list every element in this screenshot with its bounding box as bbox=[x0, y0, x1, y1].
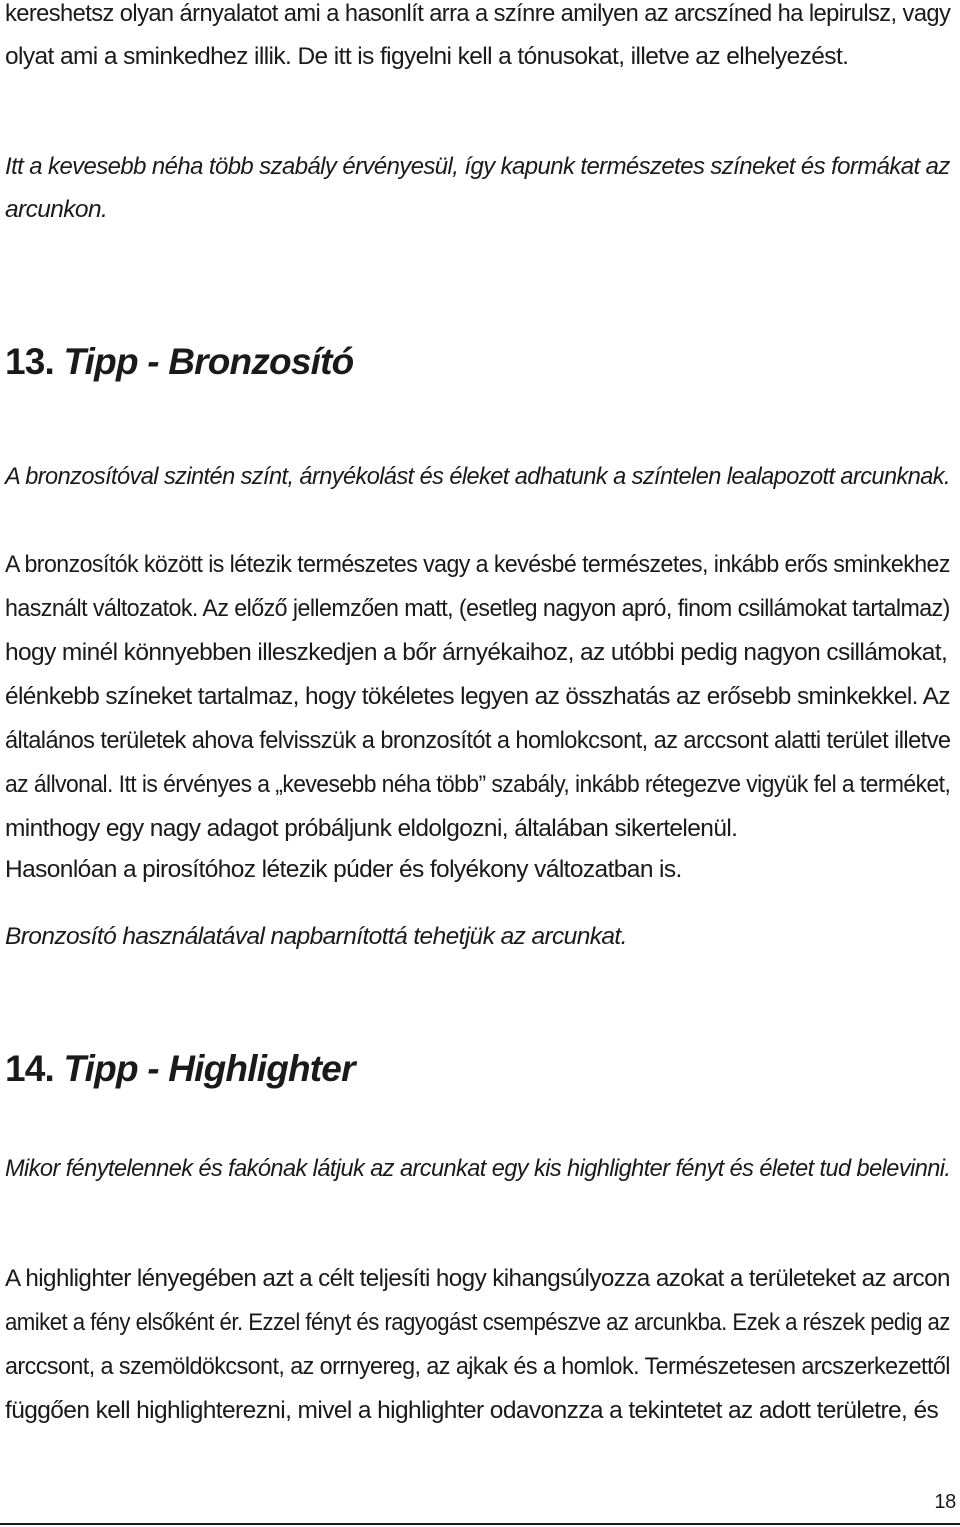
section-14-body-line-4: függően kell highlighterezni, mivel a highlighter odavonzza a tekintetet az adott területre, és bbox=[5, 1397, 939, 1424]
rule-line-1: Itt a kevesebb néha több szabály érvényesül, így kapunk természetes színeket és formákat az bbox=[5, 153, 950, 180]
section-13-body-line-8: Hasonlóan a pirosítóhoz létezik púder és folyékony változatban is. bbox=[5, 856, 682, 883]
section-13-title: Tipp - Bronzosító bbox=[63, 341, 354, 382]
section-14-body-line-1: A highlighter lényegében azt a célt teljesíti hogy kihangsúlyozza azokat a területeket az arcon bbox=[5, 1265, 950, 1292]
page-number: 18 bbox=[934, 1491, 956, 1513]
section-13-body-line-7: minthogy egy nagy adagot próbáljunk eldolgozni, általában sikertelenül. bbox=[5, 815, 738, 842]
section-13-body-line-5: általános területek ahova felvisszük a bronzosítót a homlokcsont, az arccsont alatti terület illetve bbox=[5, 727, 951, 754]
footer-rule bbox=[0, 1523, 960, 1525]
section-13-body-line-6: az állvonal. Itt is érvényes a „kevesebb néha több” szabály, inkább rétegezve vigyük fel a terméket, bbox=[5, 771, 951, 798]
section-14-title: Tipp - Highlighter bbox=[63, 1048, 355, 1089]
rule-line-2: arcunkon. bbox=[5, 196, 108, 223]
section-13-body-line-1: A bronzosítók között is létezik természetes vagy a kevésbé természetes, inkább erős sminkekhez bbox=[5, 551, 950, 578]
section-13-body-line-3: hogy minél könnyebben illeszkedjen a bőr árnyékaihoz, az utóbbi pedig nagyon csillámokat, bbox=[5, 639, 948, 666]
section-13-lead: A bronzosítóval szintén színt, árnyékolást és éleket adhatunk a színtelen lealapozott arcunknak. bbox=[5, 463, 950, 490]
section-13-body-line-2: használt változatok. Az előző jellemzően matt, (esetleg nagyon apró, finom csillámokat tartalmaz) bbox=[5, 595, 950, 622]
section-13-number: 13. bbox=[5, 341, 55, 382]
section-14-lead: Mikor fénytelennek és fakónak látjuk az arcunkat egy kis highlighter fényt és életet tud belevinni. bbox=[5, 1155, 951, 1182]
section-13-heading bbox=[5, 343, 353, 380]
section-13-closing: Bronzosító használatával napbarnítottá tehetjük az arcunkat. bbox=[5, 923, 627, 950]
section-13-body-line-4: élénkebb színeket tartalmaz, hogy tökéletes legyen az összhatás az erősebb sminkekkel. Az bbox=[5, 683, 950, 710]
section-14-body-line-2: amiket a fény elsőként ér. Ezzel fényt és ragyogást csempészve az arcunkba. Ezek a részek pedig az bbox=[5, 1309, 950, 1336]
intro-line-2: olyat ami a sminkedhez illik. De itt is figyelni kell a tónusokat, illetve az elhelyezést. bbox=[5, 43, 849, 70]
section-14-heading bbox=[5, 1050, 355, 1087]
intro-line-1: kereshetsz olyan árnyalatot ami a hasonlít arra a színre amilyen az arcszíned ha lepirulsz, vagy bbox=[5, 0, 951, 27]
section-14-body-line-3: arccsont, a szemöldökcsont, az orrnyereg, az ajkak és a homlok. Természetesen arcszerkezettől bbox=[5, 1353, 950, 1380]
section-14-number: 14. bbox=[5, 1048, 55, 1089]
